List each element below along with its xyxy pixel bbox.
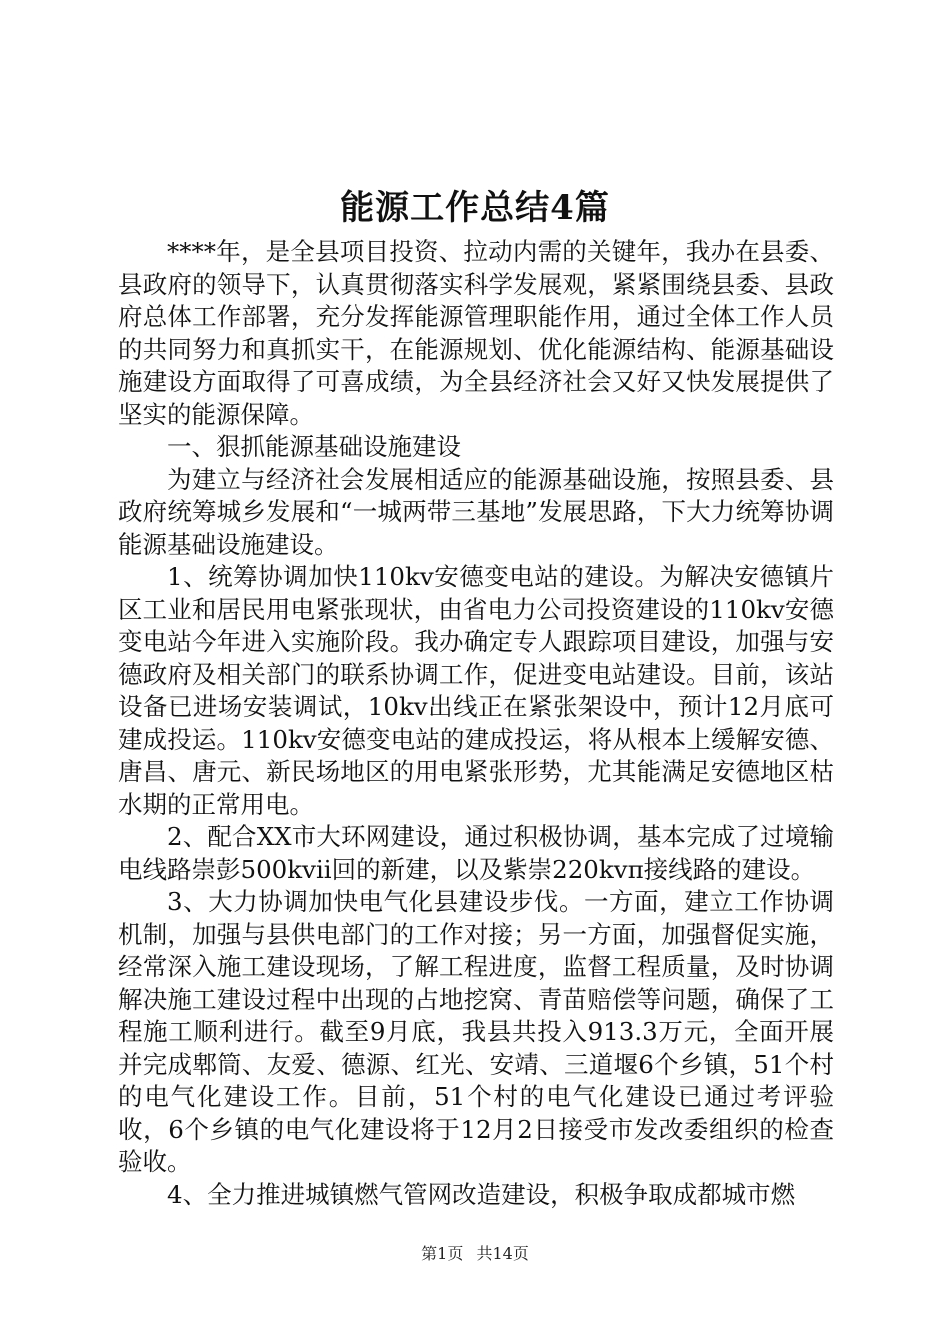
paragraph-item-4: 4、全力推进城镇燃气管网改造建设，积极争取成都城市燃 — [167, 1179, 796, 1209]
paragraph-section-intro: 为建立与经济社会发展相适应的能源基础设施，按照县委、县政府统筹城乡发展和“一城两带三基地”发展思路，下大力统筹协调能源基础设施建设。 — [118, 464, 834, 559]
page-total: 共14页 — [476, 1244, 529, 1263]
paragraph-item-1: 1、统筹协调加快110kv安德变电站的建设。为解决安德镇片区工业和居民用电紧张现状，由省电力公司投资建设的110kv安德变电站今年进入实施阶段。我办确定专人跟踪项目建设，加强与安德政府及相关部门的联系协调工作，促进变电站建设。目前，该站设备已进场安装调试，10kv出线正在紧张架设中，预计12月底可建成投运。110kv安德变电站的建成投运，将从根本上缓解安德、唐昌、唐元、新民场地区的用电紧张形势，尤其能满足安德地区枯水期的正常用电。 — [118, 562, 834, 819]
page-number: 第1页 — [421, 1244, 464, 1263]
paragraph-item-2: 2、配合XX市大环网建设，通过积极协调，基本完成了过境输电线路崇彭500kvii回的新建，以及紫崇220kvπ接线路的建设。 — [118, 822, 834, 884]
paragraph-item-3: 3、大力协调加快电气化县建设步伐。一方面，建立工作协调机制，加强与县供电部门的工作对接；另一方面，加强督促实施，经常深入施工建设现场，了解工程进度，监督工程质量，及时协调解决施工建设过程中出现的占地挖窝、青苗赔偿等问题，确保了工程施工顺利进行。截至9月底，我县共投入913.3万元，全面开展并完成郫筒、友爱、德源、红光、安靖、三道堰6个乡镇，51个村的电气化建设工作。目前，51个村的电气化建设已通过考评验收，6个乡镇的电气化建设将于12月2日接受市发改委组织的检查验收。 — [118, 887, 834, 1176]
paragraph-intro: ****年，是全县项目投资、拉动内需的关键年，我办在县委、县政府的领导下，认真贯彻落实科学发展观，紧紧围绕县委、县政府总体工作部署，充分发挥能源管理职能作用，通过全体工作人员的共同努力和真抓实干，在能源规划、优化能源结构、能源基础设施建设方面取得了可喜成绩，为全县经济社会又好又快发展提供了坚实的能源保障。 — [118, 237, 834, 429]
document-body — [118, 236, 834, 1211]
document-title: 能源工作总结4篇 — [340, 188, 610, 228]
page-footer — [0, 1242, 950, 1266]
section-heading-1: 一、狠抓能源基础设施建设 — [167, 432, 461, 461]
